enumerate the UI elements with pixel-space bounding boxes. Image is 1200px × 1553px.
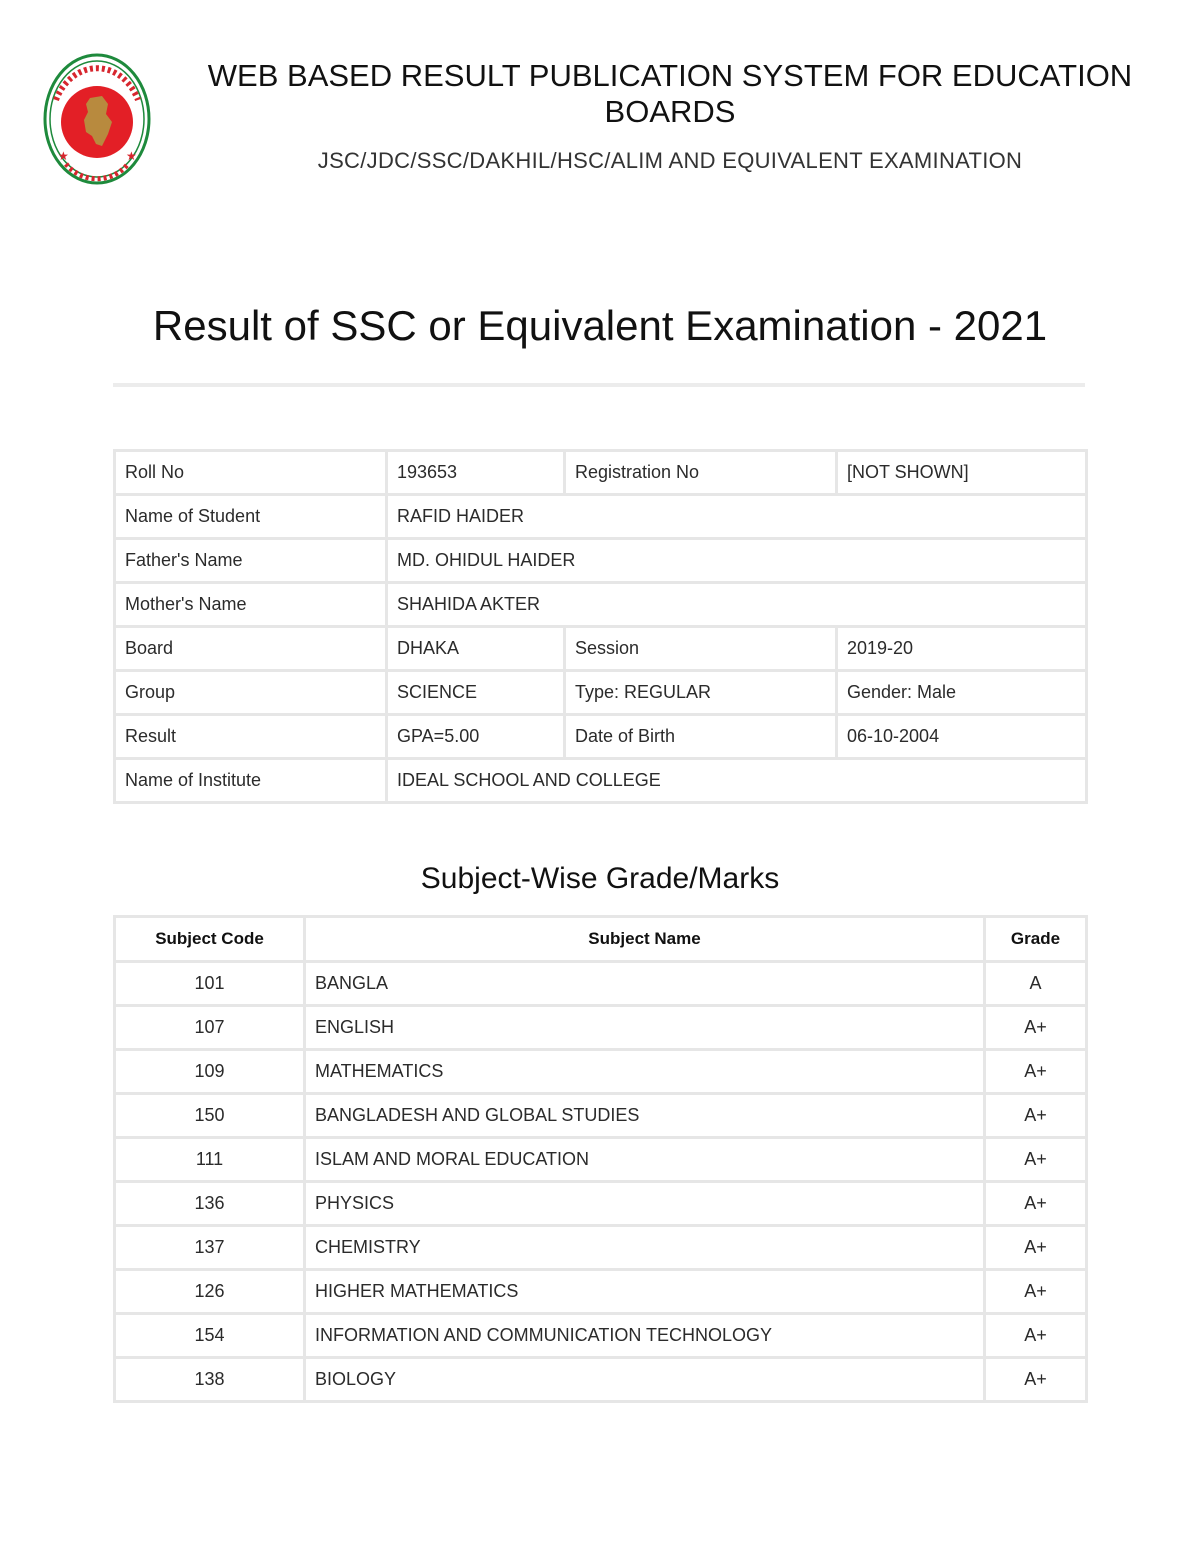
table-row [115,495,1087,539]
registration-value: [NOT SHOWN] [837,451,1087,495]
registration-label: Registration No [565,451,837,495]
subject-code: 126 [115,1270,305,1314]
grade-header: Grade [985,917,1087,962]
subject-code: 154 [115,1314,305,1358]
result-label: Result [115,715,387,759]
subject-name: INFORMATION AND COMMUNICATION TECHNOLOGY [305,1314,985,1358]
table-row [115,1270,1087,1314]
grades-header-row [115,917,1087,962]
grades-section-title: Subject-Wise Grade/Marks [420,862,780,895]
subject-grade: A+ [985,1358,1087,1402]
divider [113,383,1085,387]
subject-grade: A+ [985,1182,1087,1226]
table-row [115,1050,1087,1094]
subject-grade: A+ [985,1314,1087,1358]
svg-text:★: ★ [58,149,69,163]
subject-name: BANGLADESH AND GLOBAL STUDIES [305,1094,985,1138]
table-row [115,583,1087,627]
institute-label: Name of Institute [115,759,387,803]
subject-name: CHEMISTRY [305,1226,985,1270]
table-row [115,1094,1087,1138]
table-row [115,451,1087,495]
subject-grade: A+ [985,1094,1087,1138]
table-row [115,1226,1087,1270]
subject-name: MATHEMATICS [305,1050,985,1094]
table-row [115,715,1087,759]
subject-code: 109 [115,1050,305,1094]
page-title: Result of SSC or Equivalent Examination - 2021 [152,302,1048,349]
subject-grade: A+ [985,1270,1087,1314]
subject-name-header: Subject Name [305,917,985,962]
student-info-table [113,449,1088,804]
subject-code: 101 [115,962,305,1006]
svg-text:★: ★ [126,149,137,163]
group-label: Group [115,671,387,715]
table-row [115,1182,1087,1226]
system-title: WEB BASED RESULT PUBLICATION SYSTEM FOR EDUCATION BOARDS [207,58,1133,129]
subject-code: 150 [115,1094,305,1138]
table-row [115,1358,1087,1402]
subject-name: HIGHER MATHEMATICS [305,1270,985,1314]
roll-label: Roll No [115,451,387,495]
table-row [115,539,1087,583]
dob-label: Date of Birth [565,715,837,759]
group-value: SCIENCE [387,671,565,715]
table-row [115,1314,1087,1358]
subject-code: 138 [115,1358,305,1402]
subject-grade: A+ [985,1138,1087,1182]
institute-value: IDEAL SCHOOL AND COLLEGE [387,759,1087,803]
mother-name-value: SHAHIDA AKTER [387,583,1087,627]
table-row [115,759,1087,803]
board-value: DHAKA [387,627,565,671]
student-name-value: RAFID HAIDER [387,495,1087,539]
subject-grade: A [985,962,1087,1006]
table-row [115,671,1087,715]
subject-code: 107 [115,1006,305,1050]
system-subtitle: JSC/JDC/SSC/DAKHIL/HSC/ALIM AND EQUIVALENT EXAMINATION [317,148,1023,173]
subject-grade: A+ [985,1226,1087,1270]
table-row [115,1138,1087,1182]
grades-table [113,915,1088,1403]
type-value: Type: REGULAR [565,671,837,715]
father-name-value: MD. OHIDUL HAIDER [387,539,1087,583]
subject-name: ISLAM AND MORAL EDUCATION [305,1138,985,1182]
roll-value: 193653 [387,451,565,495]
table-row [115,627,1087,671]
subject-name: ENGLISH [305,1006,985,1050]
dob-value: 06-10-2004 [837,715,1087,759]
result-value: GPA=5.00 [387,715,565,759]
table-row [115,962,1087,1006]
session-value: 2019-20 [837,627,1087,671]
subject-name: PHYSICS [305,1182,985,1226]
subject-name: BANGLA [305,962,985,1006]
subject-grade: A+ [985,1050,1087,1094]
subject-name: BIOLOGY [305,1358,985,1402]
subject-code: 137 [115,1226,305,1270]
gender-value: Gender: Male [837,671,1087,715]
subject-grade: A+ [985,1006,1087,1050]
subject-code: 111 [115,1138,305,1182]
session-label: Session [565,627,837,671]
father-name-label: Father's Name [115,539,387,583]
mother-name-label: Mother's Name [115,583,387,627]
table-row [115,1006,1087,1050]
student-name-label: Name of Student [115,495,387,539]
board-label: Board [115,627,387,671]
subject-code-header: Subject Code [115,917,305,962]
subject-code: 136 [115,1182,305,1226]
government-seal-icon [42,52,152,186]
